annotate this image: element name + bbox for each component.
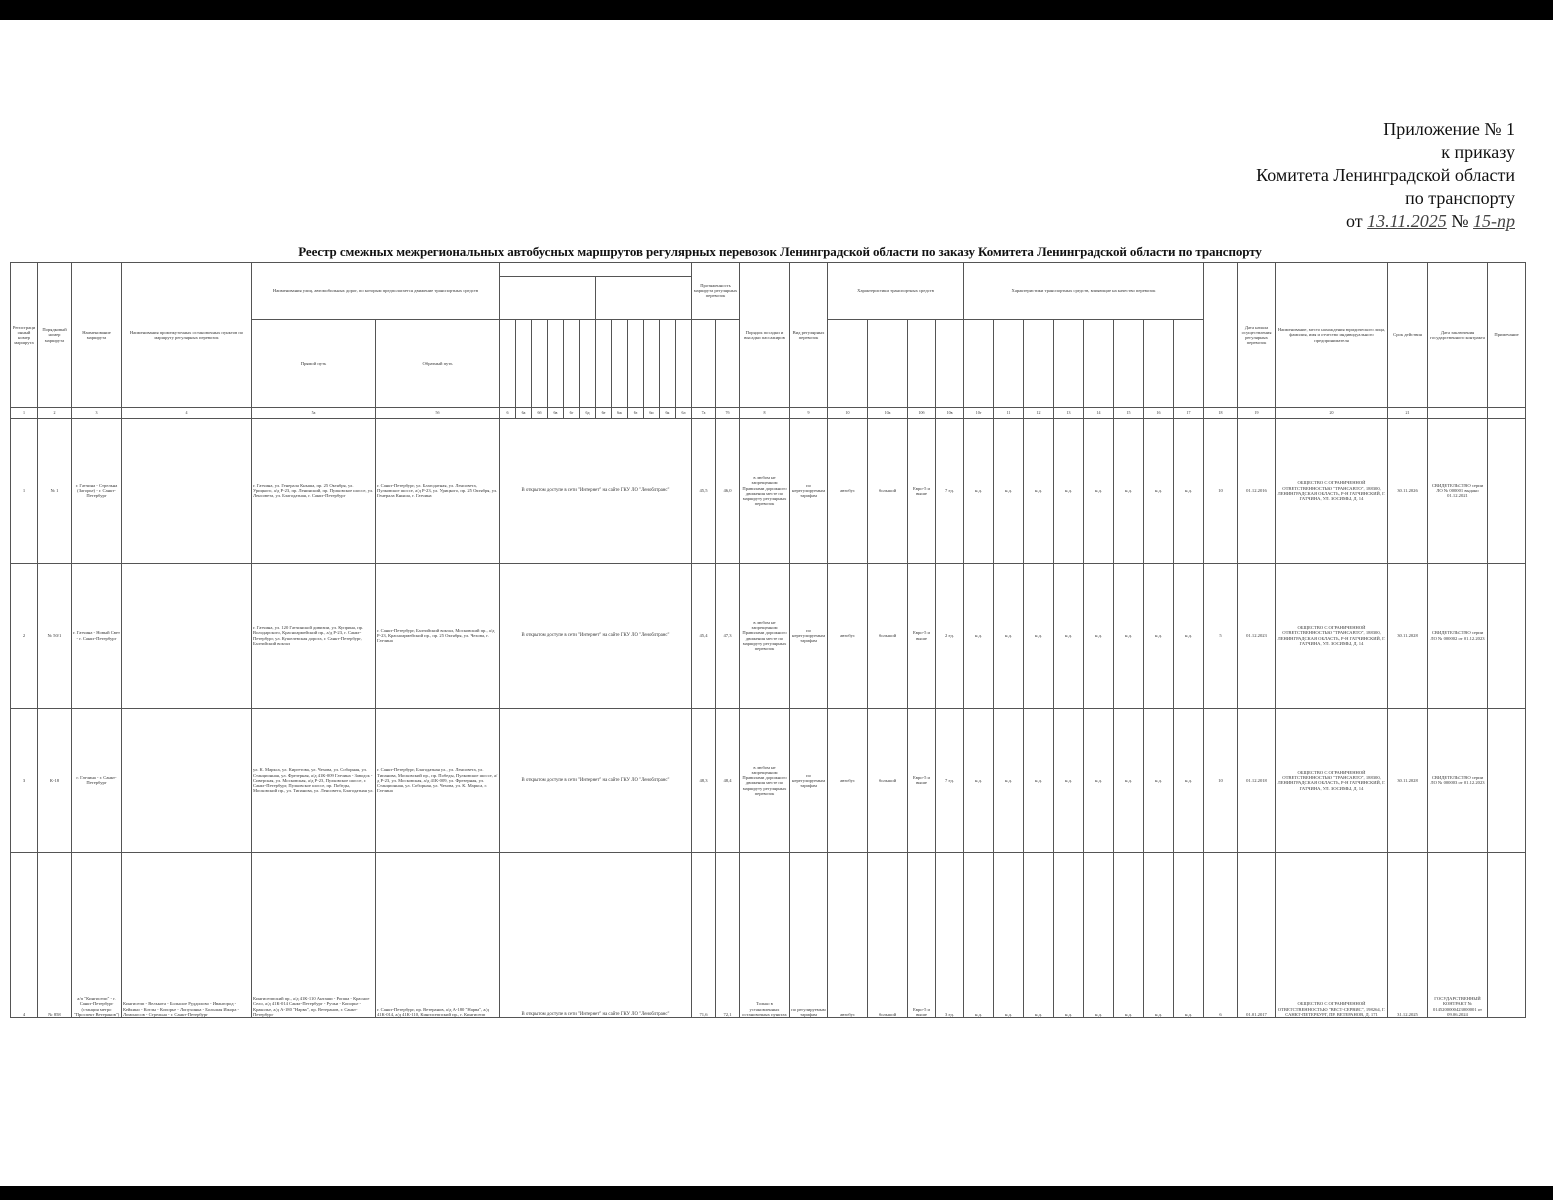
hdr-backward: Обратный путь: [376, 319, 500, 407]
table-cell: Евро-5 и выше: [908, 418, 936, 563]
table-cell: 30.11.2028: [1388, 708, 1428, 853]
table-cell: Евро-5 и выше: [908, 708, 936, 853]
table-cell: [1488, 407, 1526, 418]
table-cell: н.д.: [1084, 418, 1114, 563]
table-cell: н.д.: [1174, 418, 1204, 563]
hdr-forward: Прямой путь: [252, 319, 376, 407]
table-cell: [936, 319, 964, 407]
table-cell: г. Санкт-Петербург, пр. Ветеранов, а/д А-180 "Нарва", а/д 41К-014, а/д 41К-110, Кингисеппский пр., г. Кингисепп: [376, 853, 500, 1018]
table-cell: г. Санкт-Петербург, ул. Благодатная, ул. Ленсовета, Пулковское шоссе, а/д Р-23, ул. Урицкого, пр. 25 Октября, ул. Генерала Кныша, г. Гатчина: [376, 418, 500, 563]
table-cell: 21: [1388, 407, 1428, 418]
table-cell: [1488, 853, 1526, 1018]
table-cell: ОБЩЕСТВО С ОГРАНИЧЕННОЙ ОТВЕТСТВЕННОСТЬЮ "ТРАНСАВТО", 188300, ЛЕНИНГРАДСКАЯ ОБЛАСТЬ, Р-Н ГАТЧИНСКИЙ, Г. ГАТЧИНА, УЛ. ЗОСИМЫ, Д. 14: [1276, 563, 1388, 708]
table-cell: 7а: [692, 407, 716, 418]
table-cell: н.д.: [1054, 853, 1084, 1018]
table-cell: 15: [1114, 407, 1144, 418]
table-cell: 3: [72, 407, 122, 418]
table-cell: 10б: [908, 407, 936, 418]
table-cell: [612, 319, 628, 407]
table-cell: [516, 319, 532, 407]
table-cell: [660, 319, 676, 407]
table-cell: 6и: [644, 407, 660, 418]
table-cell: ОБЩЕСТВО С ОГРАНИЧЕННОЙ ОТВЕТСТВЕННОСТЬЮ "ТРАНСАВТО", 188300, ЛЕНИНГРАДСКАЯ ОБЛАСТЬ, Р-Н ГАТЧИНСКИЙ, Г. ГАТЧИНА, УЛ. ЗОСИМЫ, Д. 14: [1276, 418, 1388, 563]
table-cell: 13: [1054, 407, 1084, 418]
table-cell: СВИДЕТЕЛЬСТВО серии ЛО № 000003 от 01.12.2023: [1428, 708, 1488, 853]
number-prefix: №: [1451, 211, 1469, 231]
table-cell: н.д.: [1084, 563, 1114, 708]
table-cell: В открытом доступе в сети "Интернет" на сайте ГКУ ЛО "Леноблтранс": [500, 853, 692, 1018]
table-cell: [994, 319, 1024, 407]
table-cell: [1488, 563, 1526, 708]
hdr-env: Характеристики транспортных средств, влияющие на качество перевозок: [964, 263, 1204, 320]
table-cell: 6ж: [612, 407, 628, 418]
table-cell: большой: [868, 853, 908, 1018]
handwritten-number: 15-пр: [1473, 211, 1515, 231]
table-cell: [644, 319, 660, 407]
hdr-streets-group: Наименования улиц, автомобильных дорог, по которым предполагается движение транспортных средств: [252, 263, 500, 320]
table-cell: 7б: [716, 407, 740, 418]
table-cell: 11: [994, 407, 1024, 418]
table-cell: 01.12.2018: [1238, 708, 1276, 853]
table-cell: 9: [790, 407, 828, 418]
hdr-route-name: Наименование маршрута: [72, 263, 122, 408]
table-cell: ГОСУДАРСТВЕННЫЙ КОНТРАКТ № 0145200000423000001 от 09.06.2024: [1428, 853, 1488, 1018]
table-cell: 8: [740, 407, 790, 418]
table-cell: 01.12.2016: [1238, 418, 1276, 563]
table-cell: н.д.: [1054, 563, 1084, 708]
table-cell: 6д: [580, 407, 596, 418]
table-cell: [596, 319, 612, 407]
table-cell: н.д.: [1114, 853, 1144, 1018]
table-cell: н.д.: [994, 708, 1024, 853]
table-cell: 10а: [868, 407, 908, 418]
table-cell: н.д.: [1024, 708, 1054, 853]
table-cell: [628, 319, 644, 407]
hdr-subgroup-b: [596, 277, 692, 319]
table-cell: г. Гатчина, ул. Генерала Кныша, пр. 25 Октября, ул. Урицкого, а/д Р-23, пр. Ленинский, пр. Пулковское шоссе, ул. Ленсовета, ул. Благодатная, г. Санкт-Петербург: [252, 418, 376, 563]
table-row: [11, 708, 1526, 853]
table-cell: Евро-5 и выше: [908, 563, 936, 708]
table-cell: [692, 319, 716, 407]
table-cell: СВИДЕТЕЛЬСТВО серии ЛО № 000001 выдано 01.12.2021: [1428, 418, 1488, 563]
table-cell: 18: [1204, 407, 1238, 418]
table-cell: 46,0: [716, 418, 740, 563]
table-cell: [548, 319, 564, 407]
table-cell: 47,3: [716, 563, 740, 708]
table-cell: 6а: [516, 407, 532, 418]
table-cell: автобус: [828, 563, 868, 708]
table-cell: СВИДЕТЕЛЬСТВО серии ЛО № 000002 от 01.12.2023: [1428, 563, 1488, 708]
table-cell: [676, 319, 692, 407]
table-cell: н.д.: [1174, 563, 1204, 708]
appendix-line-1: Приложение № 1: [1383, 119, 1515, 139]
table-cell: н.д.: [1144, 853, 1174, 1018]
table-cell: В открытом доступе в сети "Интернет" на сайте ГКУ ЛО "Леноблтранс": [500, 563, 692, 708]
table-cell: н.д.: [1084, 853, 1114, 1018]
table-cell: г. Гатчина - Стрельна (Загорье) - г. Санкт-Петербург: [72, 418, 122, 563]
table-cell: н.д.: [1174, 853, 1204, 1018]
appendix-line-3: Комитета Ленинградской области: [1256, 165, 1515, 185]
table-cell: по регулируемым тарифам: [790, 853, 828, 1018]
table-cell: [908, 319, 936, 407]
table-cell: № 1: [38, 418, 72, 563]
appendix-line-4: по транспорту: [1405, 188, 1515, 208]
table-cell: [564, 319, 580, 407]
table-cell: 16: [1144, 407, 1174, 418]
table-cell: 2: [11, 563, 38, 708]
table-cell: 6в: [548, 407, 564, 418]
table-cell: 6: [500, 407, 516, 418]
table-cell: В открытом доступе в сети "Интернет" на сайте ГКУ ЛО "Леноблтранс": [500, 418, 692, 563]
table-cell: н.д.: [1054, 708, 1084, 853]
table-cell: К-18: [38, 708, 72, 853]
table-cell: по нерегулируемым тарифам: [790, 563, 828, 708]
table-cell: [1114, 319, 1144, 407]
scan-top-border: [0, 0, 1553, 20]
table-cell: 71,6: [692, 853, 716, 1018]
table-cell: 2 ед.: [936, 563, 964, 708]
hdr-carrier: Наименование, место нахождения юридического лица, фамилия, имя и отчество индивидуального предпринимателя: [1276, 263, 1388, 408]
table-cell: 72,1: [716, 853, 740, 1018]
appendix-date-line: [1256, 210, 1515, 233]
hdr-order: Порядок посадки и высадки пассажиров: [740, 263, 790, 408]
table-cell: в любом не запрещенном Правилами дорожного движения месте по маршруту регулярных перевозок: [740, 418, 790, 563]
hdr-term: Срок действия: [1388, 263, 1428, 408]
table-cell: 17: [1174, 407, 1204, 418]
table-cell: а/п "Кингисепп" - г. Санкт-Петербург (станция метро "Проспект Ветеранов"): [72, 853, 122, 1018]
table-cell: г. Гатчина - г. Санкт-Петербург: [72, 708, 122, 853]
appendix-line-2: к приказу: [1441, 142, 1515, 162]
table-cell: автобус: [828, 708, 868, 853]
table-cell: 6: [1204, 853, 1238, 1018]
table-cell: ОБЩЕСТВО С ОГРАНИЧЕННОЙ ОТВЕТСТВЕННОСТЬЮ "ТРАНСАВТО", 188300, ЛЕНИНГРАДСКАЯ ОБЛАСТЬ, Р-Н ГАТЧИНСКИЙ, Г. ГАТЧИНА, УЛ. ЗОСИМЫ, Д. 14: [1276, 708, 1388, 853]
table-cell: 6к: [660, 407, 676, 418]
hdr-contract: Дата заключения государственного контракта: [1428, 263, 1488, 408]
table-cell: 3 ед.: [936, 853, 964, 1018]
table-cell: н.д.: [1084, 708, 1114, 853]
table-cell: 5б: [376, 407, 500, 418]
table-cell: № 858: [38, 853, 72, 1018]
table-cell: Кингисеппский пр., а/д 41К-110 Анташи - Ропша - Красное Село, а/д 41К-014 Санкт-Петербург - Ручьи - Копорье - Краколье, а/д А-180 "Нарва", пр. Ветеранов, г. Санкт-Петербург: [252, 853, 376, 1018]
table-cell: Кингисепп - Велькота - Большое Руддилово - Ивангород - Кейкино - Котлы - Копорье - Лопухинка - Большая Ижора - Ломоносов - Стрельна - г. Санкт-Петербург: [122, 853, 252, 1018]
hdr-subgroup-a: [500, 277, 596, 319]
column-number-row: [11, 407, 1526, 418]
table-cell: [122, 708, 252, 853]
table-cell: н.д.: [994, 563, 1024, 708]
table-cell: В открытом доступе в сети "Интернет" на сайте ГКУ ЛО "Леноблтранс": [500, 708, 692, 853]
handwritten-date: 13.11.2025: [1367, 211, 1447, 231]
table-cell: 45,4: [692, 563, 716, 708]
table-cell: [580, 319, 596, 407]
table-cell: н.д.: [1144, 563, 1174, 708]
table-cell: н.д.: [964, 418, 994, 563]
table-cell: Только в установленных остановочных пунктах: [740, 853, 790, 1018]
table-cell: ул. К. Маркса, ул. Киргетова, ул. Чехова, ул. Соборная, ул. Станционная, ул. Фрезерная, а/д 41К-009 Гатчина - Заводск - Сиверская, ул. Московская, а/д Р-23, Пулковское шоссе, г. Санкт-Петербург, Пулковское шоссе, пр. Победы, Московский пр., ул. Типанова, ул. Ленсовета, Благодатная ул.: [252, 708, 376, 853]
table-cell: н.д.: [964, 708, 994, 853]
table-cell: н.д.: [1114, 563, 1144, 708]
table-cell: по нерегулируемым тарифам: [790, 418, 828, 563]
table-cell: н.д.: [964, 563, 994, 708]
table-cell: 01.01.2017: [1238, 853, 1276, 1018]
table-cell: 10в: [936, 407, 964, 418]
table-cell: 48,4: [716, 708, 740, 853]
table-cell: 7 ед.: [936, 418, 964, 563]
table-cell: в любом не запрещенном Правилами дорожного движения месте по маршруту регулярных перевозок: [740, 708, 790, 853]
table-cell: н.д.: [1144, 708, 1174, 853]
table-cell: 30.11.2028: [1388, 563, 1428, 708]
table-cell: н.д.: [1144, 418, 1174, 563]
table-cell: г. Санкт-Петербург, Балтийский вокзал, Московский пр., а/д Р-23, Красноармейский пр., пр. 25 Октября, ул. Чехова, г. Гатчина: [376, 563, 500, 708]
hdr-note: Примечание: [1488, 263, 1526, 408]
document-title: Реестр смежных межрегиональных автобусных маршрутов регулярных перевозок Ленинградской области по заказу Комитета Ленинградской области по транспорту: [298, 244, 1262, 259]
table-cell: н.д.: [964, 853, 994, 1018]
table-cell: 6е: [596, 407, 612, 418]
table-cell: 30.11.2026: [1388, 418, 1428, 563]
table-cell: 10г: [964, 407, 994, 418]
table-cell: н.д.: [1114, 418, 1144, 563]
table-cell: большой: [868, 418, 908, 563]
table-cell: г. Гатчина - Новый Свет - г. Санкт-Петербург: [72, 563, 122, 708]
hdr-n: [1204, 263, 1238, 408]
table-cell: н.д.: [1024, 853, 1054, 1018]
table-cell: 5а: [252, 407, 376, 418]
table-row: [11, 418, 1526, 563]
table-row: [11, 853, 1526, 1018]
table-cell: большой: [868, 708, 908, 853]
table-cell: н.д.: [994, 853, 1024, 1018]
table-cell: 31.12.2025: [1388, 853, 1428, 1018]
table-cell: [122, 418, 252, 563]
hdr-reg-no: Регистрационный номер маршрута: [11, 263, 38, 408]
table-cell: [1024, 319, 1054, 407]
table-cell: н.д.: [1054, 418, 1084, 563]
table-cell: [868, 319, 908, 407]
table-cell: г. Санкт-Петербург, Благодатная ул., ул. Ленсовета, ул. Типанова, Московский пр., пр. Победы, Пулковское шоссе, а/д Р-23, ул. Московская, а/д 41К-009, ул. Фрезерная, ул. Станционная, ул. Соборная, ул. Чехова, ул. К. Маркса, г. Гатчина: [376, 708, 500, 853]
table-cell: 10: [828, 407, 868, 418]
table-cell: [500, 319, 516, 407]
appendix-block: [1256, 118, 1515, 233]
table-cell: [1054, 319, 1084, 407]
table-cell: 01.12.2023: [1238, 563, 1276, 708]
table-cell: г. Гатчина, ул. 120 Гатчинской дивизии, ул. Куприна, пр. Володарского, Красноармейский пр., а/д Р-23, г. Санкт-Петербург, ул. Кушелевская дорога, г. Санкт-Петербург, Балтийский вокзал: [252, 563, 376, 708]
table-cell: 10: [1204, 418, 1238, 563]
table-cell: [1488, 418, 1526, 563]
table-cell: 6з: [628, 407, 644, 418]
table-cell: 6л: [676, 407, 692, 418]
hdr-blank-group: [500, 263, 692, 277]
table-cell: 7 ед.: [936, 708, 964, 853]
hdr-vehicles: Характеристики транспортных средств: [828, 263, 964, 320]
table-row: [11, 563, 1526, 708]
table-cell: ОБЩЕСТВО С ОГРАНИЧЕННОЙ ОТВЕТСТВЕННОСТЬЮ "ВЕСТ-СЕРВИС", 198264, Г. САНКТ-ПЕТЕРБУРГ, ПР. ВЕТЕРАНОВ, Д. 171: [1276, 853, 1388, 1018]
table-cell: № 50/1: [38, 563, 72, 708]
table-cell: 45,5: [692, 418, 716, 563]
table-cell: большой: [868, 563, 908, 708]
hdr-route-no: Порядковый номер маршрута: [38, 263, 72, 408]
table-cell: в любом не запрещенном Правилами дорожного движения месте по маршруту регулярных перевозок: [740, 563, 790, 708]
table-cell: н.д.: [1024, 418, 1054, 563]
table-cell: 12: [1024, 407, 1054, 418]
table-cell: н.д.: [1114, 708, 1144, 853]
table-cell: 19: [1238, 407, 1276, 418]
table-cell: 6г: [564, 407, 580, 418]
table-cell: 48,3: [692, 708, 716, 853]
table-cell: [716, 319, 740, 407]
table-cell: 4: [122, 407, 252, 418]
table-cell: н.д.: [1024, 563, 1054, 708]
hdr-start: Дата начала осуществления регулярных перевозок: [1238, 263, 1276, 408]
route-registry-table: [10, 262, 1526, 1018]
table-cell: 5: [1204, 563, 1238, 708]
table-cell: [1084, 319, 1114, 407]
table-cell: 6б: [532, 407, 548, 418]
table-cell: 14: [1084, 407, 1114, 418]
table-cell: Евро-5 и выше: [908, 853, 936, 1018]
table-cell: 3: [11, 708, 38, 853]
table-cell: 1: [11, 407, 38, 418]
table-cell: н.д.: [1174, 708, 1204, 853]
table-cell: [532, 319, 548, 407]
table-cell: н.д.: [994, 418, 1024, 563]
table-cell: [1174, 319, 1204, 407]
hdr-length: Протяженность маршрута регулярных перевозок: [692, 263, 740, 320]
table-cell: 4: [11, 853, 38, 1018]
table-cell: 2: [38, 407, 72, 418]
table-cell: 10: [1204, 708, 1238, 853]
table-cell: по нерегулируемым тарифам: [790, 708, 828, 853]
scan-bottom-border: [0, 1186, 1553, 1200]
table-cell: [964, 319, 994, 407]
table-cell: [122, 563, 252, 708]
table-cell: автобус: [828, 418, 868, 563]
table-cell: [1144, 319, 1174, 407]
table-cell: [1488, 708, 1526, 853]
table-cell: 20: [1276, 407, 1388, 418]
table-cell: [1428, 407, 1488, 418]
date-prefix: от: [1346, 211, 1363, 231]
hdr-stops: Наименования промежуточных остановочных пунктов по маршруту регулярных перевозок: [122, 263, 252, 408]
hdr-kind: Вид регулярных перевозок: [790, 263, 828, 408]
table-cell: 1: [11, 418, 38, 563]
table-cell: автобус: [828, 853, 868, 1018]
table-cell: [828, 319, 868, 407]
